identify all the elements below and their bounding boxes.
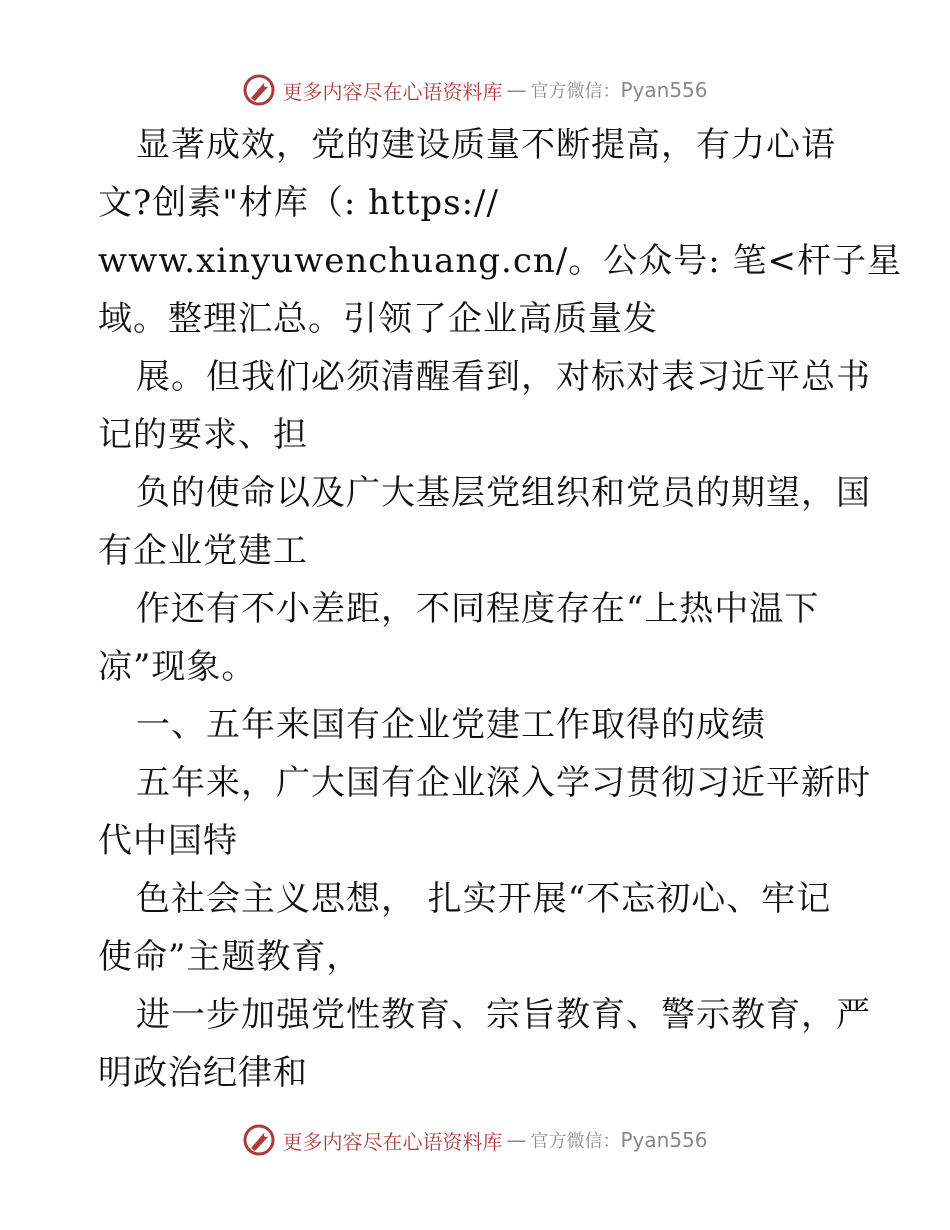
text-line: 负的使命以及广大基层党组织和党员的期望，国: [136, 473, 871, 513]
wechat-handle: Pyan556: [620, 1128, 708, 1152]
text-line: 展。但我们必须清醒看到，对标对表习近平总书: [136, 357, 871, 397]
wechat-label: 官方微信：: [530, 81, 621, 102]
text-line: 明政治纪律和: [98, 1053, 308, 1093]
text-line: 代中国特: [98, 821, 238, 861]
text-line: www.xinyuwenchuang.cn/。公众号: 笔<杆子星: [98, 241, 902, 281]
watermark-text: 更多内容尽在心语资料库: [282, 1129, 503, 1154]
text-line: 有企业党建工: [98, 531, 308, 571]
wechat-handle: Pyan556: [620, 78, 708, 102]
document-body: [98, 116, 902, 1102]
text-line: 进一步加强党性教育、宗旨教育、警示教育，严: [136, 995, 871, 1035]
wechat-label: 官方微信：: [530, 1131, 621, 1152]
watermark-header: [0, 70, 950, 110]
text-line: 凉”现象。: [98, 647, 257, 687]
pen-logo-icon: [242, 73, 276, 107]
text-line: 作还有不小差距，不同程度存在“上热中温下: [136, 589, 820, 629]
watermark-footer: [0, 1120, 950, 1160]
text-line: 使命”主题教育，: [98, 937, 362, 977]
watermark-separator: —: [506, 1128, 527, 1152]
pen-logo-icon: [242, 1123, 276, 1157]
text-line: 色社会主义思想， 扎实开展“不忘初心、牢记: [136, 879, 832, 919]
text-line: 五年来，广大国有企业深入学习贯彻习近平新时: [136, 763, 871, 803]
watermark-separator: —: [506, 78, 527, 102]
text-line: 显著成效，党的建设质量不断提高，有力心语: [136, 125, 836, 165]
text-line: 记的要求、担: [98, 415, 308, 455]
section-heading: 一、五年来国有企业党建工作取得的成绩: [136, 705, 766, 745]
watermark-text: 更多内容尽在心语资料库: [282, 79, 503, 104]
text-line: 文?创素"材库（: https://: [98, 183, 499, 223]
text-line: 域。整理汇总。引领了企业高质量发: [98, 299, 658, 339]
